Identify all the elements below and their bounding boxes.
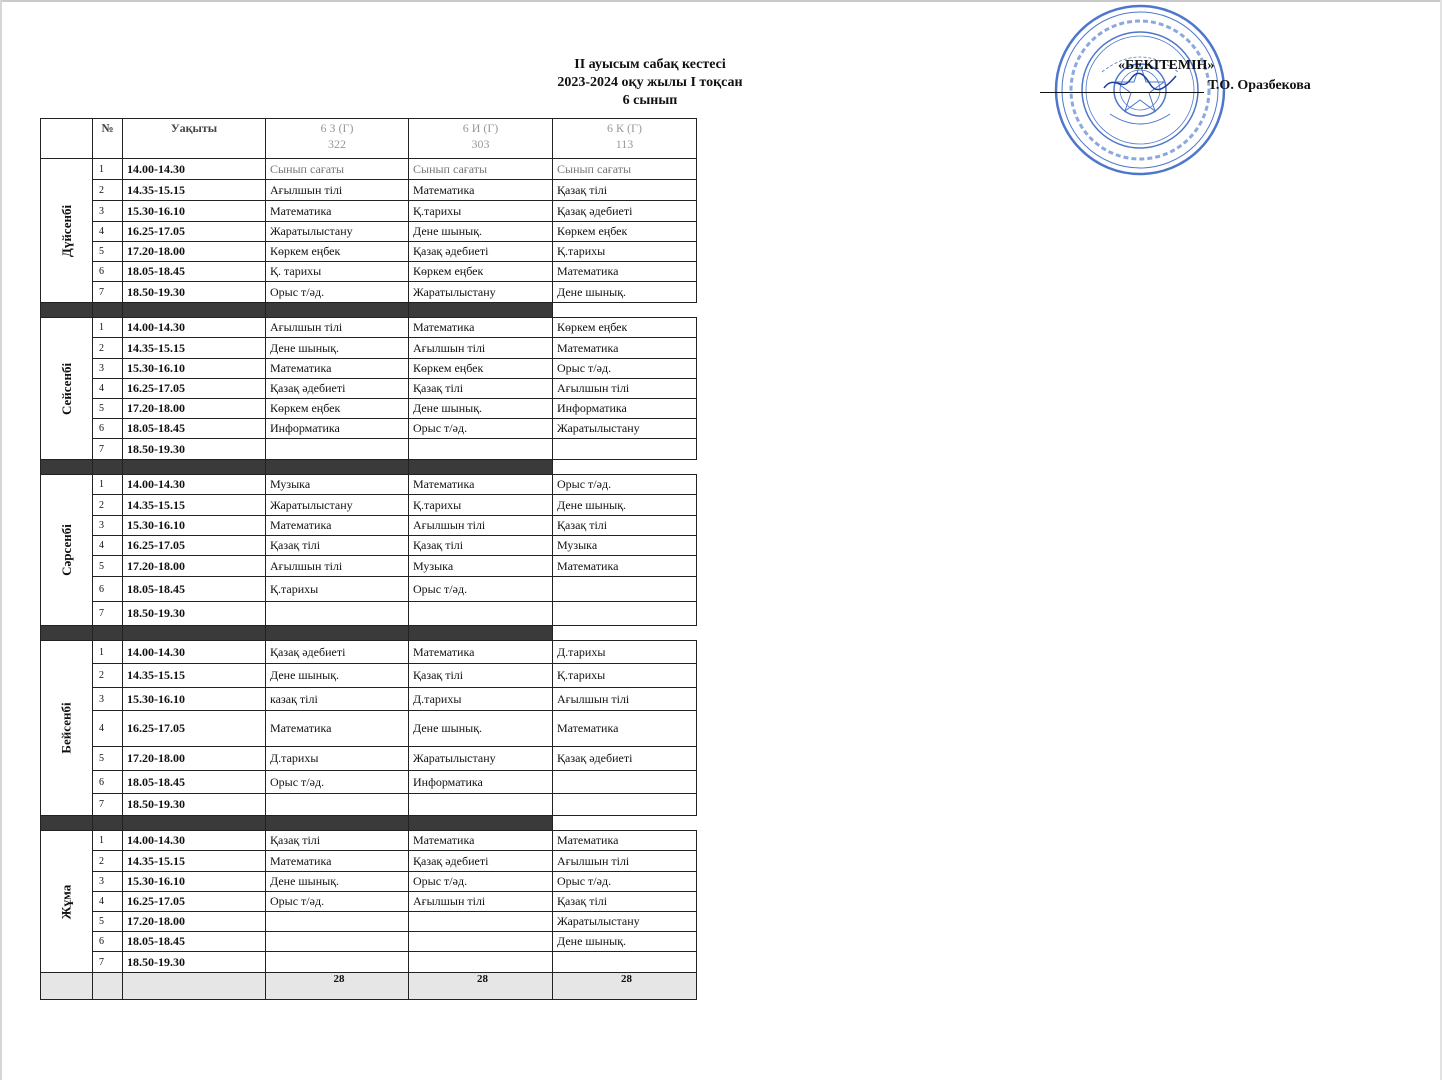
total-class-2: 28 [409, 973, 553, 1000]
day-cell [41, 318, 93, 460]
subject-class-2: Орыс т/әд. [409, 419, 553, 439]
separator-cell [93, 626, 123, 641]
subject-class-2: Қазақ әдебиеті [409, 851, 553, 872]
separator-cell [266, 303, 409, 318]
subject-class-3: Көркем еңбек [553, 222, 697, 242]
lesson-time: 18.05-18.45 [123, 577, 266, 602]
subject-class-1: Ағылшын тілі [266, 318, 409, 338]
subject-class-1: Математика [266, 711, 409, 747]
subject-class-2: Қ.тарихы [409, 495, 553, 516]
subject-class-2: Математика [409, 641, 553, 664]
header-class-3 [553, 119, 697, 159]
subject-class-2: Жаратылыстану [409, 747, 553, 771]
subject-class-1: Орыс т/әд. [266, 771, 409, 794]
table-row [41, 602, 697, 626]
subject-class-3: Орыс т/әд. [553, 872, 697, 892]
day-label: Сейсенбі [59, 362, 75, 415]
subject-class-3: Көркем еңбек [553, 318, 697, 338]
lesson-time: 16.25-17.05 [123, 892, 266, 912]
class-1-name: 6 З (Г) [320, 121, 354, 135]
subject-class-1: Жаратылыстану [266, 222, 409, 242]
subject-class-3: Қ.тарихы [553, 242, 697, 262]
title-line-3: 6 сынып [622, 93, 678, 108]
subject-class-1 [266, 602, 409, 626]
table-row [41, 932, 697, 952]
lesson-number: 6 [93, 262, 123, 282]
lesson-time: 14.35-15.15 [123, 664, 266, 688]
table-row [41, 338, 697, 359]
lesson-number: 6 [93, 419, 123, 439]
subject-class-2: Қазақ әдебиеті [409, 242, 553, 262]
subject-class-2: Д.тарихы [409, 688, 553, 711]
subject-class-2: Орыс т/әд. [409, 577, 553, 602]
lesson-time: 14.35-15.15 [123, 180, 266, 201]
subject-class-2: Ағылшын тілі [409, 338, 553, 359]
schedule-table [40, 118, 697, 1000]
lesson-number: 1 [93, 318, 123, 338]
table-row [41, 222, 697, 242]
separator-cell [93, 460, 123, 475]
table-row [41, 747, 697, 771]
subject-class-3: Математика [553, 338, 697, 359]
subject-class-2: Математика [409, 180, 553, 201]
subject-class-2: Көркем еңбек [409, 262, 553, 282]
subject-class-2 [409, 439, 553, 460]
subject-class-1 [266, 932, 409, 952]
lesson-number: 1 [93, 475, 123, 495]
table-row [41, 399, 697, 419]
subject-class-3: Ағылшын тілі [553, 379, 697, 399]
lesson-number: 2 [93, 664, 123, 688]
lesson-number: 4 [93, 379, 123, 399]
subject-class-2 [409, 794, 553, 816]
separator-cell [41, 303, 93, 318]
total-class-1: 28 [266, 973, 409, 1000]
subject-class-3: Ағылшын тілі [553, 688, 697, 711]
lesson-time: 17.20-18.00 [123, 242, 266, 262]
lesson-time: 18.50-19.30 [123, 602, 266, 626]
table-row [41, 262, 697, 282]
lesson-number: 7 [93, 952, 123, 973]
lesson-number: 2 [93, 180, 123, 201]
subject-class-3: Музыка [553, 536, 697, 556]
subject-class-1: Қ.тарихы [266, 577, 409, 602]
separator-cell [409, 460, 553, 475]
day-label: Бейсенбі [58, 702, 74, 754]
lesson-number: 2 [93, 851, 123, 872]
page-left-edge [0, 0, 2, 1080]
subject-class-2: Сынып сағаты [409, 159, 553, 180]
lesson-time: 18.50-19.30 [123, 794, 266, 816]
table-row [41, 577, 697, 602]
lesson-time: 18.50-19.30 [123, 439, 266, 460]
lesson-number: 7 [93, 439, 123, 460]
header-class-2 [409, 119, 553, 159]
subject-class-3: Дене шынық. [553, 282, 697, 303]
class-3-name: 6 К (Г) [607, 121, 642, 135]
lesson-number: 7 [93, 602, 123, 626]
subject-class-1: Жаратылыстану [266, 495, 409, 516]
lesson-time: 14.35-15.15 [123, 851, 266, 872]
table-row [41, 516, 697, 536]
lesson-time: 14.00-14.30 [123, 318, 266, 338]
subject-class-2: Информатика [409, 771, 553, 794]
lesson-number: 3 [93, 201, 123, 222]
subject-class-2 [409, 952, 553, 973]
lesson-number: 5 [93, 242, 123, 262]
subject-class-1: Қазақ әдебиеті [266, 379, 409, 399]
lesson-time: 18.05-18.45 [123, 932, 266, 952]
signature-line [1040, 92, 1204, 93]
table-row [41, 536, 697, 556]
subject-class-1: Математика [266, 851, 409, 872]
day-cell [41, 475, 93, 626]
subject-class-3: Қазақ әдебиеті [553, 201, 697, 222]
subject-class-2: Ағылшын тілі [409, 516, 553, 536]
footer-blank-3 [123, 973, 266, 1000]
title-line-2: 2023-2024 оқу жылы I тоқсан [557, 75, 743, 90]
subject-class-3: Математика [553, 556, 697, 577]
lesson-number: 3 [93, 872, 123, 892]
subject-class-2 [409, 912, 553, 932]
lesson-number: 1 [93, 159, 123, 180]
signature-icon [1100, 70, 1180, 94]
subject-class-1: Математика [266, 201, 409, 222]
separator-cell [93, 816, 123, 831]
subject-class-3: Д.тарихы [553, 641, 697, 664]
table-row [41, 282, 697, 303]
footer-blank-2 [93, 973, 123, 1000]
table-row [41, 711, 697, 747]
subject-class-3: Орыс т/әд. [553, 475, 697, 495]
subject-class-1: Қазақ әдебиеті [266, 641, 409, 664]
subject-class-2: Музыка [409, 556, 553, 577]
table-row [41, 851, 697, 872]
subject-class-3 [553, 577, 697, 602]
subject-class-2: Дене шынық. [409, 711, 553, 747]
footer-blank-1 [41, 973, 93, 1000]
lesson-number: 4 [93, 892, 123, 912]
lesson-time: 18.05-18.45 [123, 419, 266, 439]
subject-class-1: Информатика [266, 419, 409, 439]
subject-class-1: Дене шынық. [266, 872, 409, 892]
lesson-number: 6 [93, 932, 123, 952]
table-row [41, 419, 697, 439]
separator-cell [41, 460, 93, 475]
lesson-time: 18.50-19.30 [123, 282, 266, 303]
lesson-time: 17.20-18.00 [123, 399, 266, 419]
approver-name: Т.О. Оразбекова [1208, 78, 1311, 93]
subject-class-1: Орыс т/әд. [266, 282, 409, 303]
subject-class-3: Математика [553, 711, 697, 747]
subject-class-3: Информатика [553, 399, 697, 419]
table-row [41, 379, 697, 399]
table-row [41, 952, 697, 973]
lesson-time: 18.05-18.45 [123, 771, 266, 794]
header-time: Уақыты [123, 119, 266, 159]
subject-class-1: Қ. тарихы [266, 262, 409, 282]
subject-class-2: Математика [409, 475, 553, 495]
table-row [41, 872, 697, 892]
subject-class-3 [553, 794, 697, 816]
subject-class-2: Математика [409, 831, 553, 851]
lesson-number: 1 [93, 641, 123, 664]
subject-class-1: Қазақ тілі [266, 536, 409, 556]
subject-class-1: Дене шынық. [266, 664, 409, 688]
schedule-title [440, 56, 860, 110]
day-label: Сәрсенбі [58, 524, 74, 576]
subject-class-1: казақ тілі [266, 688, 409, 711]
class-1-room: 322 [328, 137, 346, 151]
day-cell [41, 159, 93, 303]
header-num: № [93, 119, 123, 159]
separator-cell [266, 816, 409, 831]
lesson-number: 6 [93, 771, 123, 794]
separator-cell [409, 626, 553, 641]
subject-class-1: Қазақ тілі [266, 831, 409, 851]
subject-class-3 [553, 439, 697, 460]
lesson-time: 14.00-14.30 [123, 641, 266, 664]
table-row [41, 794, 697, 816]
subject-class-3: Сынып сағаты [553, 159, 697, 180]
day-cell [41, 831, 93, 973]
table-row [41, 439, 697, 460]
lesson-number: 4 [93, 536, 123, 556]
day-separator [41, 460, 697, 475]
table-body [41, 159, 697, 973]
subject-class-1 [266, 952, 409, 973]
table-row [41, 688, 697, 711]
day-label: Жұма [58, 884, 74, 919]
subject-class-1: Ағылшын тілі [266, 556, 409, 577]
table-row [41, 892, 697, 912]
lesson-time: 17.20-18.00 [123, 556, 266, 577]
day-separator [41, 626, 697, 641]
subject-class-1: Математика [266, 359, 409, 379]
subject-class-2 [409, 602, 553, 626]
lesson-time: 15.30-16.10 [123, 872, 266, 892]
subject-class-2: Дене шынық. [409, 222, 553, 242]
separator-cell [41, 626, 93, 641]
subject-class-2: Орыс т/әд. [409, 872, 553, 892]
subject-class-3: Орыс т/әд. [553, 359, 697, 379]
subject-class-2: Математика [409, 318, 553, 338]
header-corner [41, 119, 93, 159]
subject-class-3 [553, 771, 697, 794]
table-row [41, 359, 697, 379]
day-separator [41, 303, 697, 318]
lesson-time: 16.25-17.05 [123, 536, 266, 556]
lesson-time: 14.00-14.30 [123, 159, 266, 180]
subject-class-3: Қазақ әдебиеті [553, 747, 697, 771]
lesson-time: 15.30-16.10 [123, 516, 266, 536]
subject-class-2: Қазақ тілі [409, 379, 553, 399]
table-row [41, 475, 697, 495]
total-class-3: 28 [553, 973, 697, 1000]
class-2-name: 6 И (Г) [462, 121, 499, 135]
table-footer [41, 973, 697, 1000]
table-row [41, 201, 697, 222]
subject-class-2: Көркем еңбек [409, 359, 553, 379]
subject-class-1 [266, 912, 409, 932]
subject-class-1: Көркем еңбек [266, 399, 409, 419]
subject-class-1: Көркем еңбек [266, 242, 409, 262]
lesson-number: 6 [93, 577, 123, 602]
lesson-number: 1 [93, 831, 123, 851]
subject-class-1: Музыка [266, 475, 409, 495]
lesson-number: 3 [93, 516, 123, 536]
lesson-number: 7 [93, 794, 123, 816]
subject-class-2: Ағылшын тілі [409, 892, 553, 912]
day-cell [41, 641, 93, 816]
table-row [41, 556, 697, 577]
subject-class-1: Математика [266, 516, 409, 536]
separator-cell [409, 816, 553, 831]
subject-class-3: Математика [553, 262, 697, 282]
separator-cell [123, 303, 266, 318]
table-row [41, 641, 697, 664]
class-2-room: 303 [471, 137, 490, 151]
table-row [41, 242, 697, 262]
lesson-number: 5 [93, 912, 123, 932]
lesson-time: 17.20-18.00 [123, 747, 266, 771]
subject-class-3: Жаратылыстану [553, 419, 697, 439]
subject-class-1: Сынып сағаты [266, 159, 409, 180]
lesson-time: 17.20-18.00 [123, 912, 266, 932]
separator-cell [123, 626, 266, 641]
lesson-time: 14.00-14.30 [123, 831, 266, 851]
subject-class-3: Қазақ тілі [553, 892, 697, 912]
lesson-number: 4 [93, 222, 123, 242]
lesson-number: 2 [93, 495, 123, 516]
approval-word: «БЕКІТЕМІН» [1118, 58, 1215, 73]
subject-class-2: Қазақ тілі [409, 664, 553, 688]
lesson-time: 15.30-16.10 [123, 201, 266, 222]
table-row [41, 831, 697, 851]
table-header [41, 119, 697, 159]
subject-class-2: Жаратылыстану [409, 282, 553, 303]
lesson-time: 14.35-15.15 [123, 338, 266, 359]
subject-class-3: Дене шынық. [553, 495, 697, 516]
separator-cell [123, 816, 266, 831]
lesson-time: 16.25-17.05 [123, 222, 266, 242]
lesson-number: 3 [93, 688, 123, 711]
subject-class-3: Дене шынық. [553, 932, 697, 952]
lesson-time: 15.30-16.10 [123, 688, 266, 711]
lesson-time: 14.35-15.15 [123, 495, 266, 516]
table-row [41, 912, 697, 932]
subject-class-2 [409, 932, 553, 952]
day-separator [41, 816, 697, 831]
table-row [41, 495, 697, 516]
subject-class-1: Ағылшын тілі [266, 180, 409, 201]
separator-cell [41, 816, 93, 831]
subject-class-3: Қ.тарихы [553, 664, 697, 688]
lesson-time: 16.25-17.05 [123, 379, 266, 399]
subject-class-1: Д.тарихы [266, 747, 409, 771]
lesson-number: 5 [93, 556, 123, 577]
lesson-number: 3 [93, 359, 123, 379]
lesson-time: 18.05-18.45 [123, 262, 266, 282]
subject-class-3: Математика [553, 831, 697, 851]
subject-class-2: Дене шынық. [409, 399, 553, 419]
subject-class-1 [266, 794, 409, 816]
subject-class-3: Жаратылыстану [553, 912, 697, 932]
subject-class-3 [553, 602, 697, 626]
class-3-room: 113 [615, 137, 634, 151]
lesson-number: 2 [93, 338, 123, 359]
subject-class-1: Дене шынық. [266, 338, 409, 359]
lesson-time: 18.50-19.30 [123, 952, 266, 973]
lesson-number: 7 [93, 282, 123, 303]
table-row [41, 180, 697, 201]
subject-class-3 [553, 952, 697, 973]
subject-class-2: Қ.тарихы [409, 201, 553, 222]
day-label: Дүйсенбі [59, 204, 75, 257]
separator-cell [409, 303, 553, 318]
table-row [41, 159, 697, 180]
lesson-number: 5 [93, 399, 123, 419]
subject-class-3: Ағылшын тілі [553, 851, 697, 872]
table-row [41, 771, 697, 794]
header-class-1 [266, 119, 409, 159]
subject-class-3: Қазақ тілі [553, 516, 697, 536]
table-row [41, 664, 697, 688]
table-row [41, 318, 697, 338]
lesson-time: 14.00-14.30 [123, 475, 266, 495]
separator-cell [93, 303, 123, 318]
separator-cell [266, 626, 409, 641]
lesson-number: 4 [93, 711, 123, 747]
lesson-time: 16.25-17.05 [123, 711, 266, 747]
subject-class-3: Қазақ тілі [553, 180, 697, 201]
subject-class-1: Орыс т/әд. [266, 892, 409, 912]
separator-cell [123, 460, 266, 475]
title-line-1: II ауысым сабақ кестесі [574, 57, 726, 72]
lesson-number: 5 [93, 747, 123, 771]
lesson-time: 15.30-16.10 [123, 359, 266, 379]
separator-cell [266, 460, 409, 475]
subject-class-2: Қазақ тілі [409, 536, 553, 556]
subject-class-1 [266, 439, 409, 460]
